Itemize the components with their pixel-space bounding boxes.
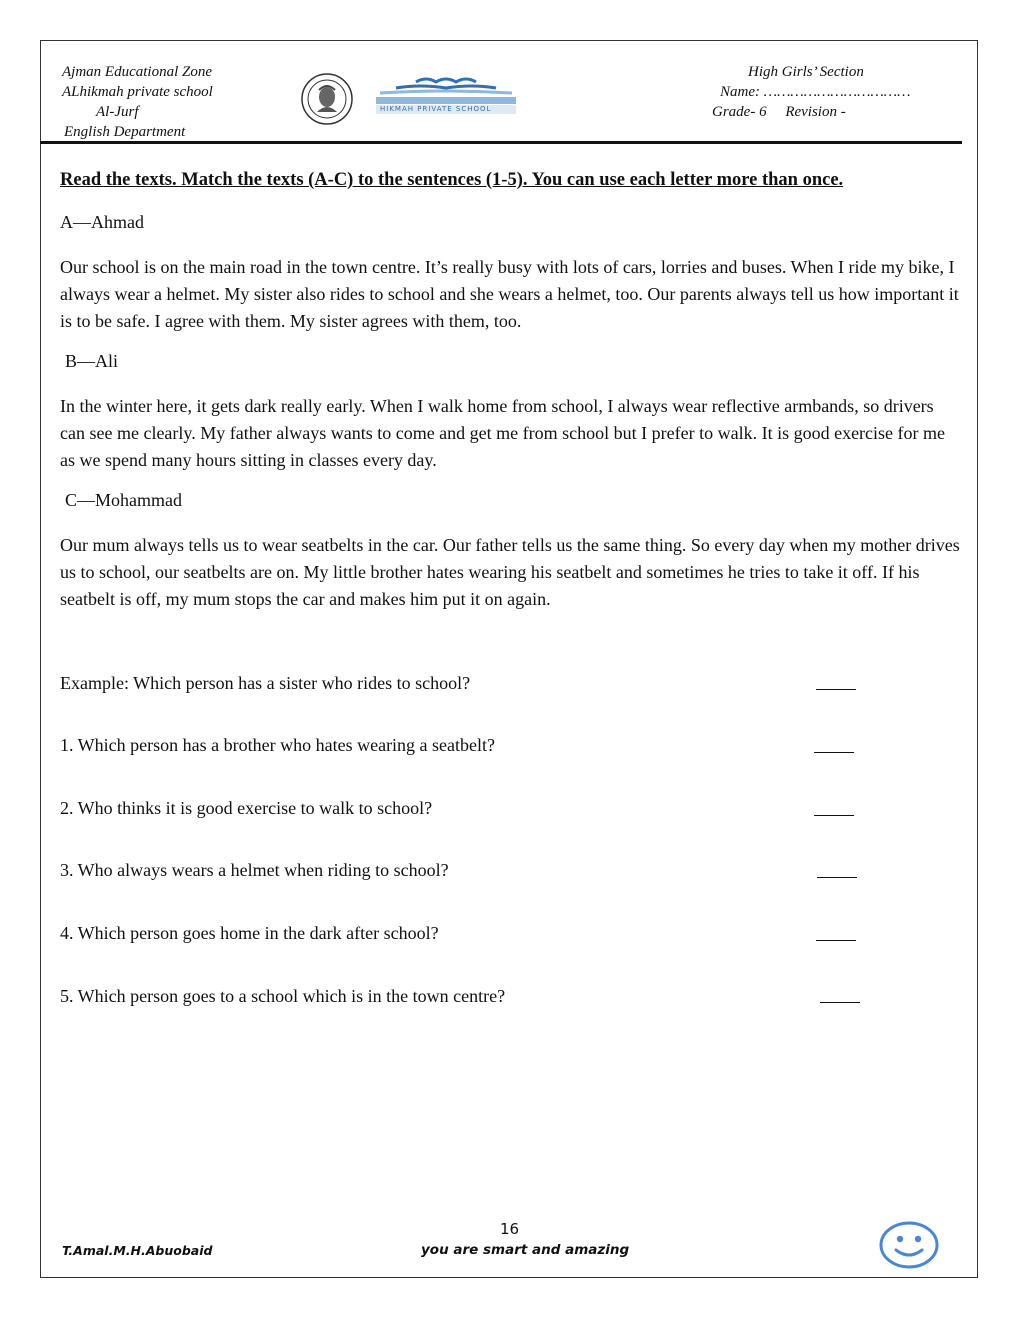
question-2: 2. Who thinks it is good exercise to walk to school? (60, 798, 433, 818)
grade-label: Grade- 6 Revision - (712, 104, 846, 120)
question-4: 4. Which person goes home in the dark after school? (60, 923, 439, 943)
text-a-body: Our school is on the main road in the town centre. It’s really busy with lots of cars, lorries and buses. When I ride my bike, I always wear a helmet. My sister also rides to school and she wears a helmet, too. Our parents always tell us how important it is to be safe. I agree with them. My sister agrees with them, too. (60, 257, 959, 331)
department-name: English Department (64, 124, 186, 140)
answer-blank-4[interactable] (816, 939, 856, 941)
page-border (40, 40, 978, 1278)
school-name: ALhikmah private school (62, 84, 213, 100)
zone-name: Ajman Educational Zone (62, 64, 212, 80)
header-left (62, 62, 213, 142)
text-a-label: A—Ahmad (60, 212, 144, 232)
question-3: 3. Who always wears a helmet when riding to school? (60, 860, 449, 880)
answer-blank-1[interactable] (814, 751, 854, 753)
text-b-label: B—Ali (65, 351, 119, 371)
page-number: 16 (500, 1220, 520, 1238)
logo-caption: HIKMAH PRIVATE SCHOOL (380, 105, 492, 113)
question-1: 1. Which person has a brother who hates wearing a seatbelt? (60, 735, 496, 755)
text-c-body: Our mum always tells us to wear seatbelts in the car. Our father tells us the same thing. So every day when my mother drives us to school, our seatbelts are on. My little brother hates wearing his seatbelt and sometimes he tries to take it off. If his seatbelt is off, my mum stops the car and makes him put it on again. (60, 535, 960, 609)
school-location: Al-Jurf (96, 104, 139, 120)
header-divider (40, 141, 962, 144)
text-b-body: In the winter here, it gets dark really early. When I walk home from school, I always wear reflective armbands, so drivers can see me clearly. My father always wants to come and get me from school but I prefer to walk. It is good exercise for me as we spend many hours sitting in classes every day. (60, 396, 946, 470)
question-5: 5. Which person goes to a school which is in the town centre? (60, 986, 506, 1006)
emblem-seal-icon (300, 72, 354, 126)
revision-label: Revision - (785, 104, 846, 120)
smiley-face-icon (878, 1220, 940, 1270)
answer-blank-example[interactable] (816, 688, 856, 690)
footer-author: T.Amal.M.H.Abuobaid (62, 1243, 213, 1258)
answer-blank-3[interactable] (817, 876, 857, 878)
section-label: High Girls’ Section (748, 64, 864, 80)
question-example: Example: Which person has a sister who rides to school? (60, 673, 471, 693)
name-field: Name: …………………………… (720, 84, 911, 100)
footer-motto: you are smart and amazing (421, 1242, 630, 1258)
instructions-heading: Read the texts. Match the texts (A-C) to the sentences (1-5). You can use each letter more than once. (60, 170, 844, 190)
header-right (700, 62, 910, 122)
answer-blank-2[interactable] (814, 814, 854, 816)
text-c-label: C—Mohammad (65, 490, 182, 510)
answer-blank-5[interactable] (820, 1001, 860, 1003)
